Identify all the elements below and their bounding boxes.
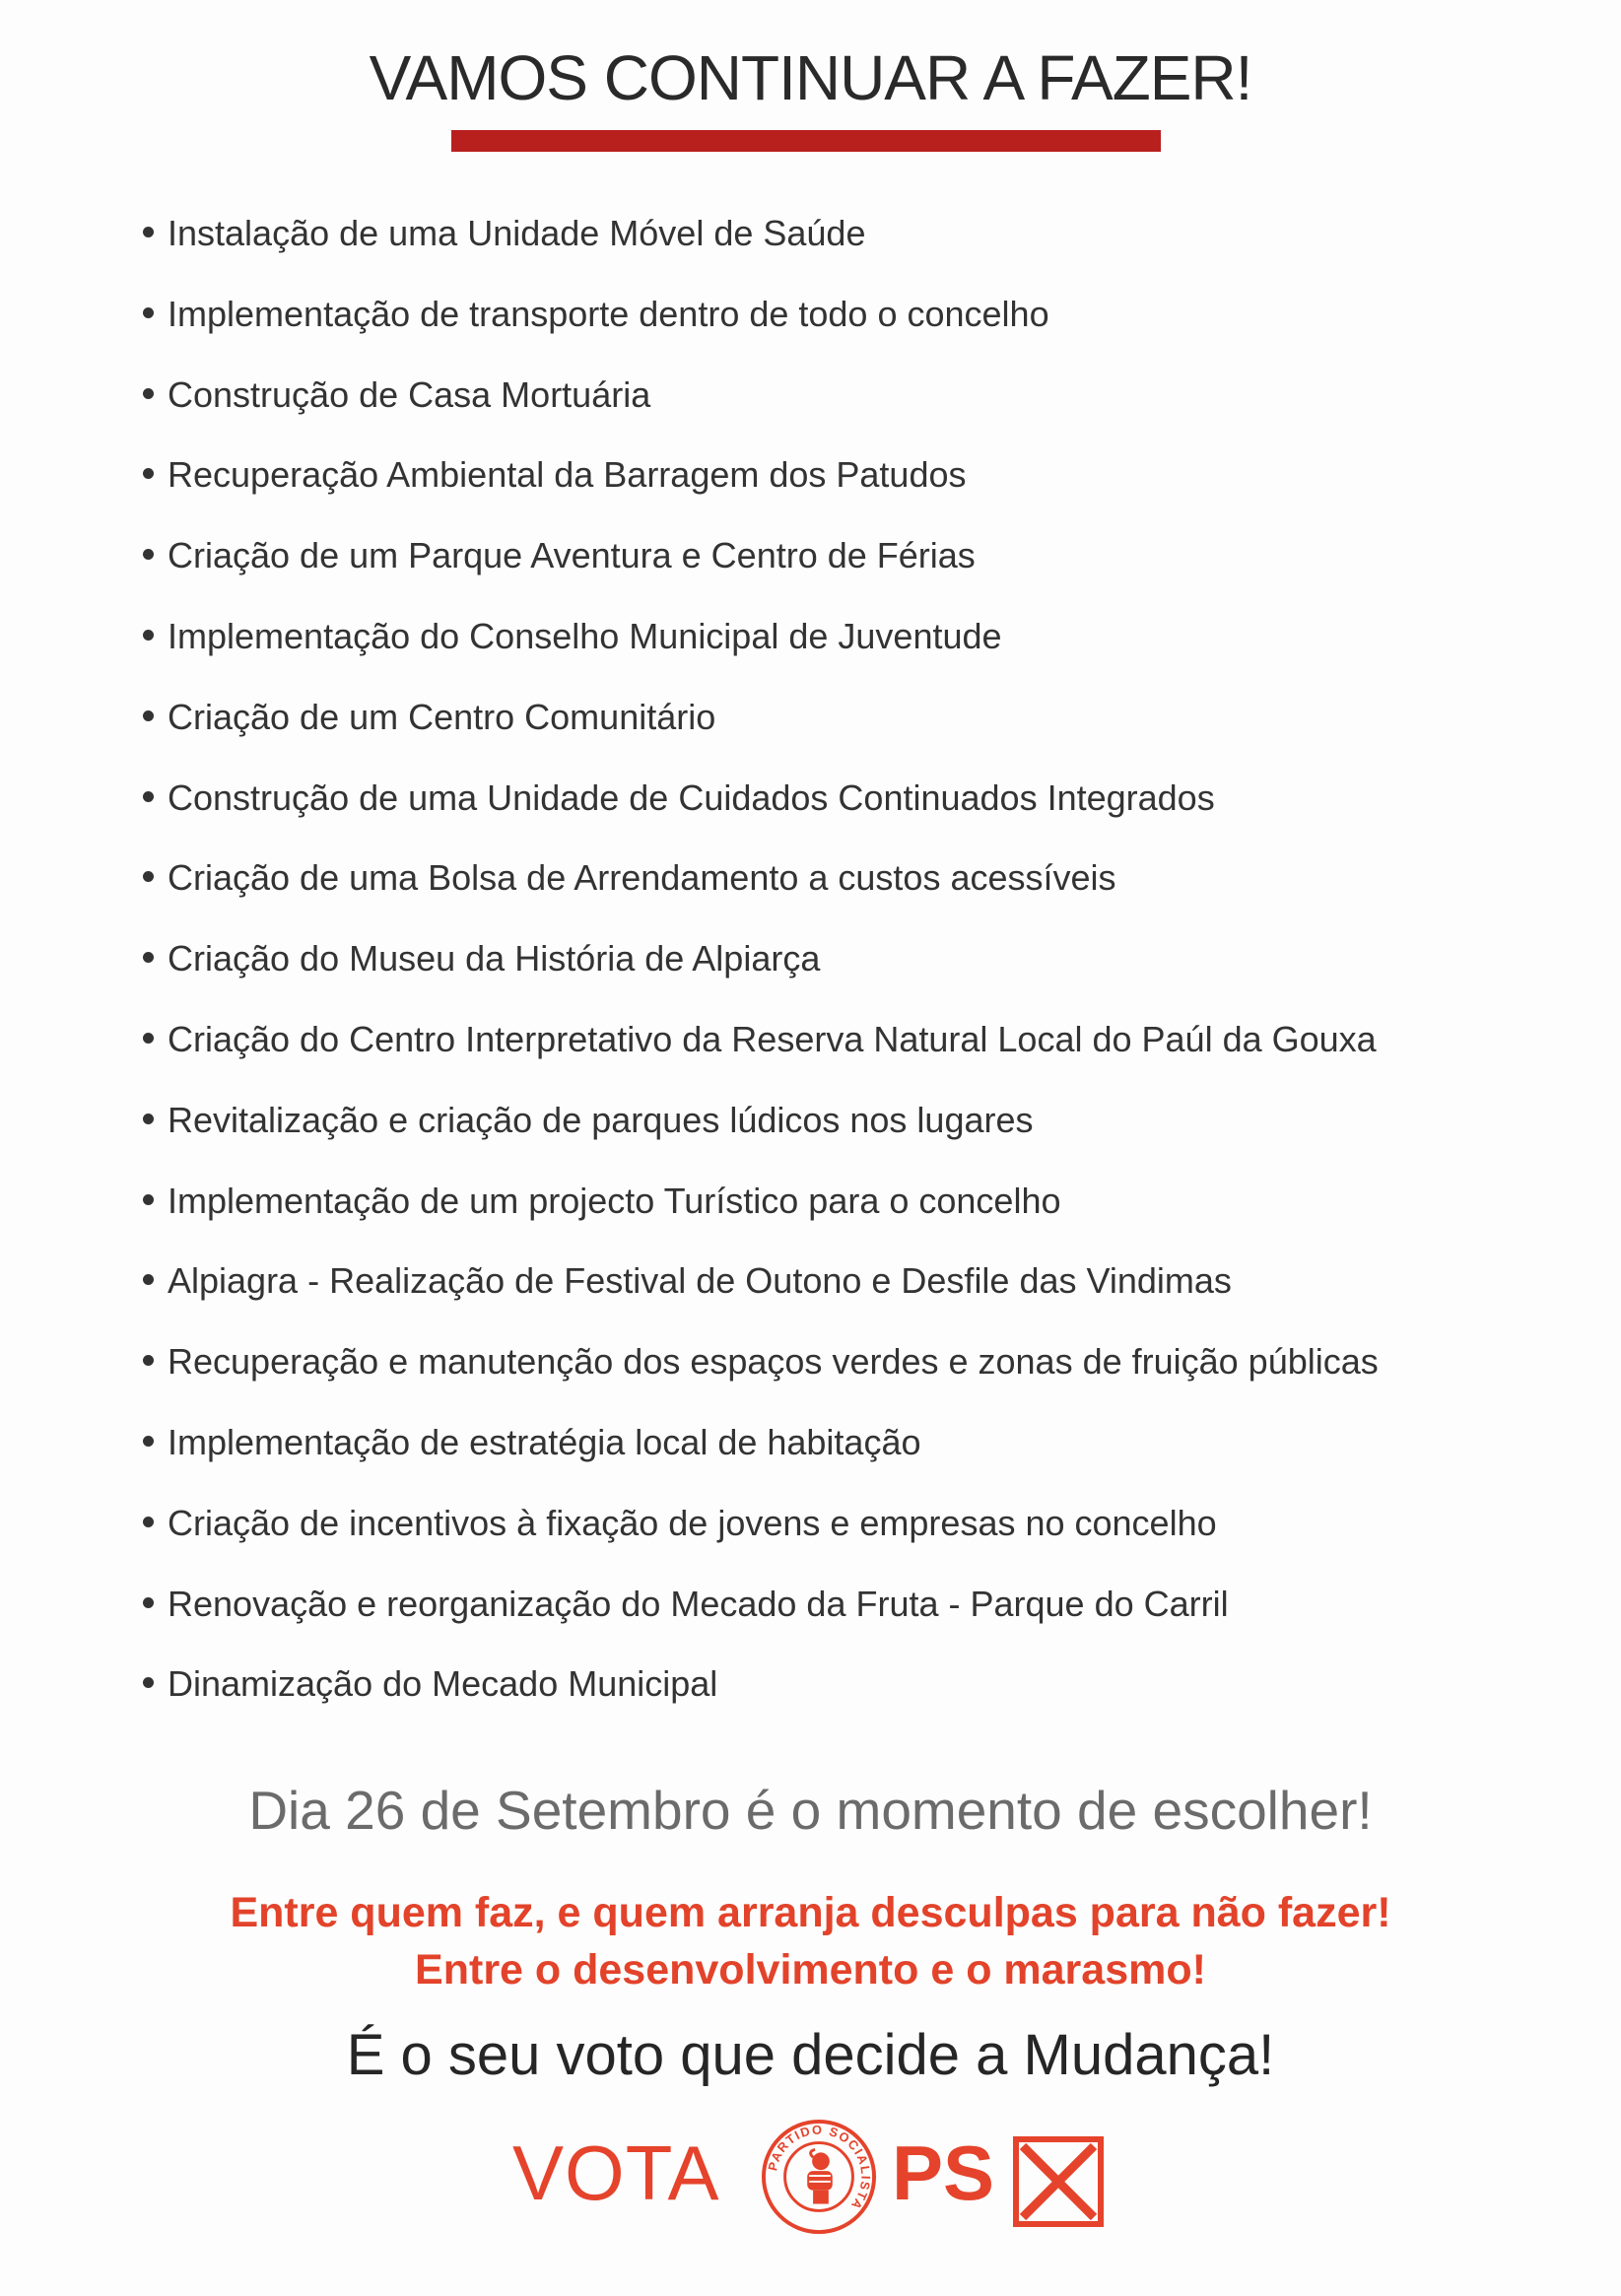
list-item-text: Criação de um Parque Aventura e Centro de Férias	[168, 535, 976, 576]
bullet-icon	[143, 710, 154, 721]
election-date-line: Dia 26 de Setembro é o momento de escolher!	[248, 1780, 1373, 1841]
bullet-icon	[143, 227, 154, 237]
list-item	[143, 1573, 1379, 1654]
bullet-icon	[143, 791, 154, 802]
list-item	[143, 1170, 1379, 1250]
list-item-text: Implementação de estratégia local de habitação	[168, 1421, 921, 1462]
list-item-text: Implementação do Conselho Municipal de Juventude	[168, 615, 1002, 656]
list-item	[143, 686, 1379, 767]
bullet-icon	[143, 952, 154, 963]
list-item	[143, 202, 1379, 283]
list-item	[143, 605, 1379, 686]
list-item-text: Criação do Museu da História de Alpiarça	[168, 938, 821, 979]
choice-line-2: Entre o desenvolvimento e o marasmo!	[415, 1946, 1206, 1993]
list-item	[143, 1089, 1379, 1170]
party-label: PS	[892, 2129, 995, 2216]
bullet-icon	[143, 630, 154, 641]
list-item	[143, 1330, 1379, 1411]
list-item-text: Renovação e reorganização do Mecado da Fruta - Parque do Carril	[168, 1583, 1229, 1624]
list-item	[143, 1249, 1379, 1330]
list-item-text: Construção de uma Unidade de Cuidados Continuados Integrados	[168, 777, 1215, 818]
bullet-icon	[143, 1517, 154, 1527]
list-item-text: Dinamização do Mecado Municipal	[168, 1663, 718, 1705]
list-item	[143, 1653, 1379, 1733]
list-item-text: Criação do Centro Interpretativo da Reserva Natural Local do Paúl da Gouxa	[168, 1018, 1377, 1059]
ballot-x-icon	[1013, 2136, 1104, 2227]
list-item-text: Construção de Casa Mortuária	[168, 373, 651, 415]
list-item-text: Alpiagra - Realização de Festival de Outono e Desfile das Vindimas	[168, 1260, 1232, 1302]
bullet-icon	[143, 871, 154, 882]
list-item	[143, 1008, 1379, 1089]
list-item-text: Criação de uma Bolsa de Arrendamento a custos acessíveis	[168, 857, 1116, 899]
logo-ring-text: PARTIDO SOCIALISTA	[765, 2122, 874, 2214]
list-item-text: Recuperação Ambiental da Barragem dos Patudos	[168, 454, 967, 496]
promise-list	[143, 202, 1379, 1733]
list-item	[143, 443, 1379, 524]
bullet-icon	[143, 468, 154, 479]
bullet-icon	[143, 1114, 154, 1124]
bullet-icon	[143, 1355, 154, 1366]
fist-rose-icon	[761, 2119, 877, 2235]
list-item-text: Revitalização e criação de parques lúdicos nos lugares	[168, 1099, 1034, 1140]
vote-signature	[0, 2119, 1621, 2237]
bullet-icon	[143, 1436, 154, 1447]
list-item-text: Criação de incentivos à fixação de jovens e empresas no concelho	[168, 1502, 1217, 1543]
vota-label: VOTA	[512, 2129, 720, 2216]
bullet-icon	[143, 1597, 154, 1608]
bullet-icon	[143, 1033, 154, 1044]
bullet-icon	[143, 549, 154, 560]
page-title: VAMOS CONTINUAR A FAZER!	[369, 42, 1252, 113]
list-item	[143, 767, 1379, 847]
list-item-text: Implementação de transporte dentro de todo o concelho	[168, 293, 1049, 334]
list-item	[143, 283, 1379, 364]
bullet-icon	[143, 1274, 154, 1285]
bullet-icon	[143, 388, 154, 399]
bullet-icon	[143, 1194, 154, 1205]
list-item	[143, 1411, 1379, 1492]
list-item	[143, 1492, 1379, 1573]
list-item	[143, 846, 1379, 927]
list-item	[143, 524, 1379, 605]
list-item-text: Recuperação e manutenção dos espaços verdes e zonas de fruição públicas	[168, 1341, 1379, 1383]
list-item-text: Instalação de uma Unidade Móvel de Saúde	[168, 213, 866, 253]
list-item	[143, 364, 1379, 444]
bullet-icon	[143, 307, 154, 318]
bullet-icon	[143, 1677, 154, 1688]
list-item-text: Criação de um Centro Comunitário	[168, 696, 716, 737]
list-item	[143, 927, 1379, 1008]
decide-line: É o seu voto que decide a Mudança!	[346, 2023, 1275, 2087]
list-item-text: Implementação de um projecto Turístico para o concelho	[168, 1180, 1061, 1221]
title-underline	[451, 130, 1161, 152]
choice-line-1: Entre quem faz, e quem arranja desculpas para não fazer!	[230, 1889, 1391, 1936]
